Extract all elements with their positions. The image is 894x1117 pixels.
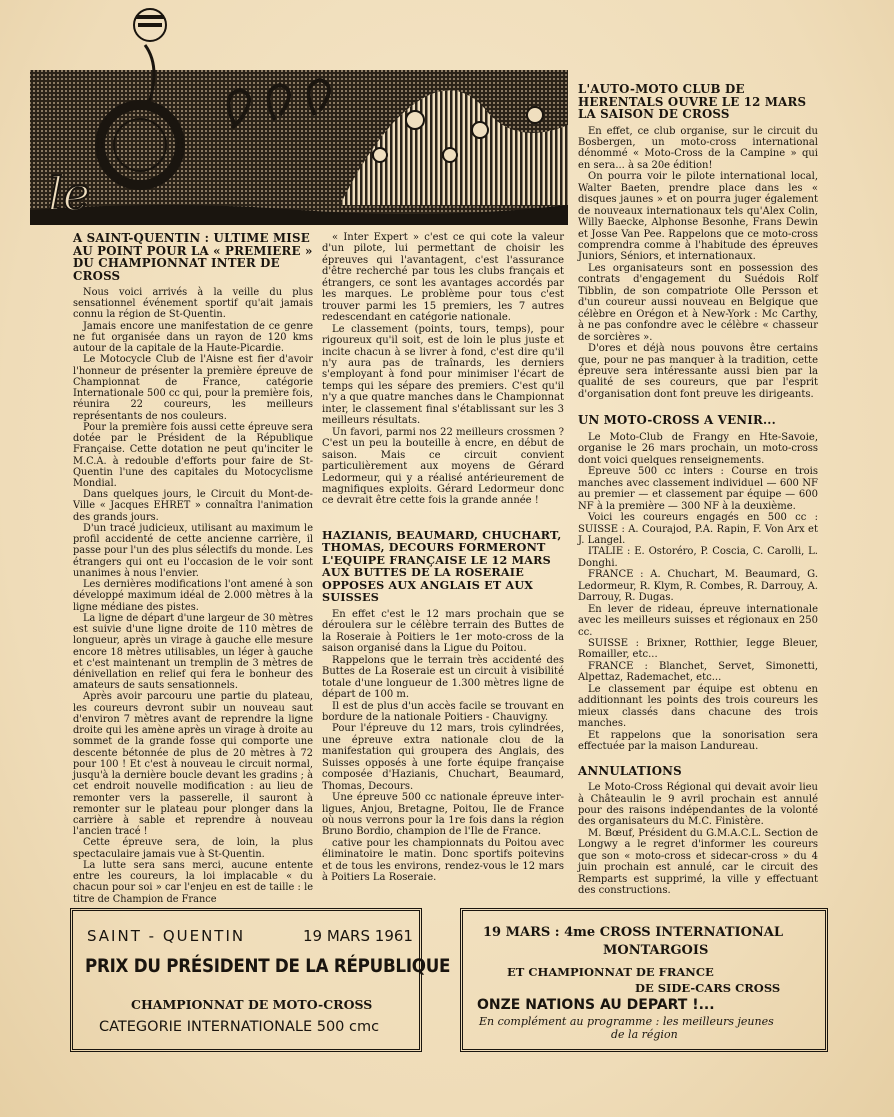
article-body	[322, 609, 564, 884]
ad-title: PRIX DU PRÉSIDENT DE LA RÉPUBLIQUE	[85, 955, 451, 977]
article-paragraph: En effet c'est le 12 mars prochain que se déroulera sur le célèbre terrain des Buttes de la Roseraie à Poitiers le 1er moto-cross de la saison organisé dans la Ligue du Poitou.	[322, 608, 564, 655]
ad-city: MONTARGOIS	[603, 943, 709, 958]
article-body	[73, 287, 313, 905]
article-saint-quentin	[73, 232, 313, 905]
article-paragraph: La ligne de départ d'une largeur de 30 mètres est suivie d'une ligne droite de 110 mètres de longueur, après un virage à gauche elle mesure encore 18 mètres utilisables, un léger à gauche et c'est maintenant un tremplin de 3 mètres de dénivellation en relief qui fera le bonheur des amateurs de sauts sensationnels.	[73, 612, 313, 692]
article-body	[578, 126, 818, 401]
article-body	[578, 432, 818, 753]
article-paragraph: Le classement (points, tours, temps), pour rigoureux qu'il soit, est de loin le plus juste et incite chacun à se livrer à fond, c'est dire qu'il n'y aura pas de traînards, les derniers s'employant à fond pour minimiser l'écart de temps qui les sépare des premiers. C'est qu'il n'y a que quatre manches dans le Championnat inter, le classement final s'établissant sur les 3 meilleurs résultats.	[322, 323, 564, 427]
article-paragraph: Le Motocycle Club de l'Aisne est fier d'avoir l'honneur de présenter la première épreuve de Championnat de France, catégorie Internationale 500 cc qui, pour la première fois, réunira 22 coureurs, les meilleurs représentants de nos couleurs.	[73, 354, 313, 422]
article-paragraph: Epreuve 500 cc inters : Course en trois manches avec classement individuel — 600 NF au premier — et classement par équipe — 600 NF à la première — 300 NF à la deuxième.	[578, 466, 818, 512]
ad-headline: ONZE NATIONS AU DEPART !...	[477, 997, 715, 1013]
article-column-right	[578, 83, 818, 897]
article-heading: HAZIANIS, BEAUMARD, CHUCHART, THOMAS, DECOURS FORMERONT L'EQUIPE FRANÇAISE LE 12 MARS AUX BUTTES DE LA ROSERAIE OPPOSES AUX ANGLAIS ET AUX SUISSES	[322, 527, 562, 605]
article-paragraph: D'un tracé judicieux, utilisant au maximum le profil accidenté de cette ancienne carrière, il passe pour l'un des plus sélectifs du monde. Les étrangers qui ont eu l'occasion de le voir sont unanimes à nous l'envier.	[73, 522, 313, 579]
article-paragraph: Rappelons que le terrain très accidenté des Buttes de La Roseraie est un circuit à visibilité totale d'une longueur de 1.300 mètres ligne de départ de 100 m.	[322, 654, 564, 701]
ad-subtitle: ET CHAMPIONNAT DE FRANCE	[507, 965, 714, 979]
ad-location: SAINT - QUENTIN	[87, 927, 246, 945]
article-paragraph: « Inter Expert » c'est ce qui cote la valeur d'un pilote, lui permettant de choisir les épreuves qui l'avantagent, c'est l'assurance d'être recherché par tous les clubs français et étrangers, ce sont les avantages accordés par les marques. Le problème pour tous c'est trouver parmi les 15 premiers, les 7 autres redescendant en catégorie nationale.	[322, 232, 564, 324]
article-heading-herentals: L'AUTO-MOTO CLUB DE HERENTALS OUVRE LE 12 MARS LA SAISON DE CROSS	[578, 82, 807, 121]
article-paragraph: D'ores et déjà nous pouvons être certains que, pour ne pas manquer à la tradition, cette épreuve sera intéressante aussi bien par la qualité de ses coureurs, que par l'esprit d'organisation dont font preuve les dirigeants.	[578, 343, 818, 400]
article-paragraph: Un favori, parmi nos 22 meilleurs crossmen ? C'est un peu la bouteille à encre, en début de saison. Mais ce circuit convient particulièrement aux moyens de Gérard Ledormeur, qui y a réalisé antérieurement de magnifiques exploits. Gérard Ledormeur donc ce devrait être cette fois la grande année !	[322, 426, 564, 507]
article-paragraph: La lutte sera sans merci, aucune entente entre les coureurs, la loi implacable « du chacun pour soi » car l'enjeu en est de taille : le titre de Champion de France	[73, 859, 313, 905]
ad-subtitle-2: DE SIDE-CARS CROSS	[635, 981, 781, 995]
article-paragraph: Pour la première fois aussi cette épreuve sera dotée par le Président de la République Française. Cette dotation ne peut qu'inciter le M.C.A. à redouble d'efforts pour faire de St-Quentin l'une des capitales du Motocyclisme Mondial.	[73, 421, 313, 489]
article-roseraie	[322, 232, 564, 884]
article-paragraph: FRANCE : Blanchet, Servet, Simonetti, Alpettaz, Rademachet, etc...	[578, 660, 818, 684]
le-cross-banner-illustration	[20, 5, 568, 230]
article-heading-annulations: ANNULATIONS	[578, 763, 682, 778]
ad-category: CATEGORIE INTERNATIONALE 500 cmc	[99, 1019, 380, 1035]
article-paragraph: On pourra voir le pilote international local, Walter Baeten, prendre place dans les « disques jaunes » et on pourra juger également de nouveaux internationaux tels qu'Alex Colin, Willy Baecke, Alphonse Besonhe, Frans Dewin et Josse Van Pee. Rappelons que ce moto-cross comprendra comme à l'habitude des épreuves Juniors, Séniors, et internationaux.	[578, 171, 818, 263]
article-paragraph: Il est de plus d'un accès facile se trouvant en bordure de la nationale Poitiers - Chauvigny.	[322, 700, 564, 723]
article-paragraph: Les dernières modifications l'ont amené à son développé maximum idéal de 2.000 mètres à la ligne médiane des pistes.	[73, 579, 313, 613]
article-body	[578, 782, 818, 897]
ad-box-saint-quentin	[70, 908, 451, 1052]
article-paragraph: ITALIE : E. Ostoréro, P. Coscia, C. Carolli, L. Donghi.	[578, 546, 818, 569]
article-paragraph: Nous voici arrivés à la veille du plus sensationnel événement sportif qu'ait jamais connu la région de St-Quentin.	[73, 287, 313, 321]
article-paragraph: Et rappelons que la sonorisation sera effectuée par la maison Landureau.	[578, 729, 818, 753]
article-continuation	[322, 232, 564, 507]
article-heading: A SAINT-QUENTIN : ULTIME MISE AU POINT POUR LA « PREMIERE » DU CHAMPIONNAT INTER DE CROSS	[73, 231, 313, 283]
article-paragraph: Après avoir parcouru une partie du plateau, les coureurs devront subir un nouveau saut d'environ 7 mètres avant de reprendre la ligne droite qui les amène après un virage à droite au sommet de la grande fosse qui comporte une descente bétonnée de plus de 20 mètres à 72 pour 100 ! Et c'est à nouveau le circuit normal, jusqu'à la dernière boucle devant les gradins ; à cet endroit nouvelle modification : au lieu de remonter vers la passerelle, il sauront à remonter sur le plateau pour plonger dans la carrière à sable et reprendre à nouveau l'ancien tracé !	[73, 691, 313, 838]
article-paragraph: Une épreuve 500 cc nationale épreuve inter-ligues, Anjou, Bretagne, Poitou, Ile de France où nous verrons pour la 1re fois dans la région Bruno Bordio, champion de l'Ile de France.	[322, 792, 564, 838]
ad-date: 19 MARS 1961	[303, 927, 413, 945]
article-paragraph: En effet, ce club organise, sur le circuit du Bosbergen, un moto-cross international dénommé « Moto-Cross de la Campine » qui en sera... à sa 20e édition!	[578, 125, 818, 171]
article-paragraph: Le classement par équipe est obtenu en additionnant les points des trois coureurs les mieux classés dans chacune des trois manches.	[578, 683, 818, 730]
article-paragraph: cative pour les championnats du Poitou avec éliminatoire le matin. Donc sportifs poitevins et de tous les environs, rendez-vous le 12 mars à Poitiers La Roseraie.	[322, 837, 564, 884]
ad-subtitle: CHAMPIONNAT DE MOTO-CROSS	[131, 997, 373, 1012]
ad-note: En complément au programme : les meilleurs jeunes	[479, 1015, 774, 1028]
article-paragraph: Voici les coureurs engagés en 500 cc : SUISSE : A. Courajod, P.A. Rapin, F. Von Arx et J. Langel.	[578, 512, 818, 546]
ad-box-montargis	[460, 908, 828, 1052]
article-paragraph: Jamais encore une manifestation de ce genre ne fut organisée dans un rayon de 120 kms autour de la capitale de la Haute-Picardie.	[73, 320, 313, 355]
ad-note-2: de la région	[611, 1028, 678, 1041]
ad-title: 19 MARS : 4me CROSS INTERNATIONAL	[483, 925, 784, 940]
article-paragraph: En lever de rideau, épreuve internationale avec les meilleurs suisses et régionaux en 250 cc.	[578, 603, 818, 638]
article-paragraph: Pour l'épreuve du 12 mars, trois cylindrées, une épreuve extra nationale clou de la manifestation qui groupera des Anglais, des Suisses opposés à une forte équipe française composée d'Hazianis, Chuchart, Beaumard, Thomas, Decours.	[322, 723, 564, 792]
article-paragraph: Le Moto-Cross Régional qui devait avoir lieu à Châteaulin le 9 avril prochain est annulé pour des raisons indépendantes de la volonté des organisateurs du M.C. Finistère.	[578, 782, 818, 828]
article-heading-moto-cross: UN MOTO-CROSS A VENIR...	[578, 413, 776, 428]
logo-text: le	[48, 167, 90, 221]
article-paragraph: SUISSE : Brixner, Rotthier, Iegge Bleuer, Romailler, etc...	[578, 638, 818, 661]
article-paragraph: Le Moto-Club de Frangy en Hte-Savoie, organise le 26 mars prochain, un moto-cross dont voici quelques renseignements.	[578, 431, 818, 466]
article-paragraph: FRANCE : A. Chuchart, M. Beaumard, G. Ledormeur, R. Klym, R. Combes, R. Darrouy, A. Darrouy, R. Dugas.	[578, 569, 818, 604]
article-paragraph: M. Bœuf, Président du G.M.A.C.L. Section de Longwy a le regret d'informer les coureurs que son « moto-cross et sidecar-cross » du 4 juin prochain est annulé, car le circuit des Remparts est supprimé, la ville y effectuant des constructions.	[578, 827, 818, 897]
article-paragraph: Dans quelques jours, le Circuit du Mont-de-Ville « Jacques EHRET » connaîtra l'animation des grands jours.	[73, 489, 313, 523]
article-paragraph: Les organisateurs sont en possession des contrats d'engagement du Suédois Rolf Tibblin, de son compatriote Olle Persson et d'un coureur aussi nouveau en Belgique que célèbre en Orégon et à New-York : Mc Carthy, à ne pas confondre avec le célèbre « chasseur de sorcières ».	[578, 262, 818, 343]
article-paragraph: Cette épreuve sera, de loin, la plus spectaculaire jamais vue à St-Quentin.	[73, 837, 313, 860]
